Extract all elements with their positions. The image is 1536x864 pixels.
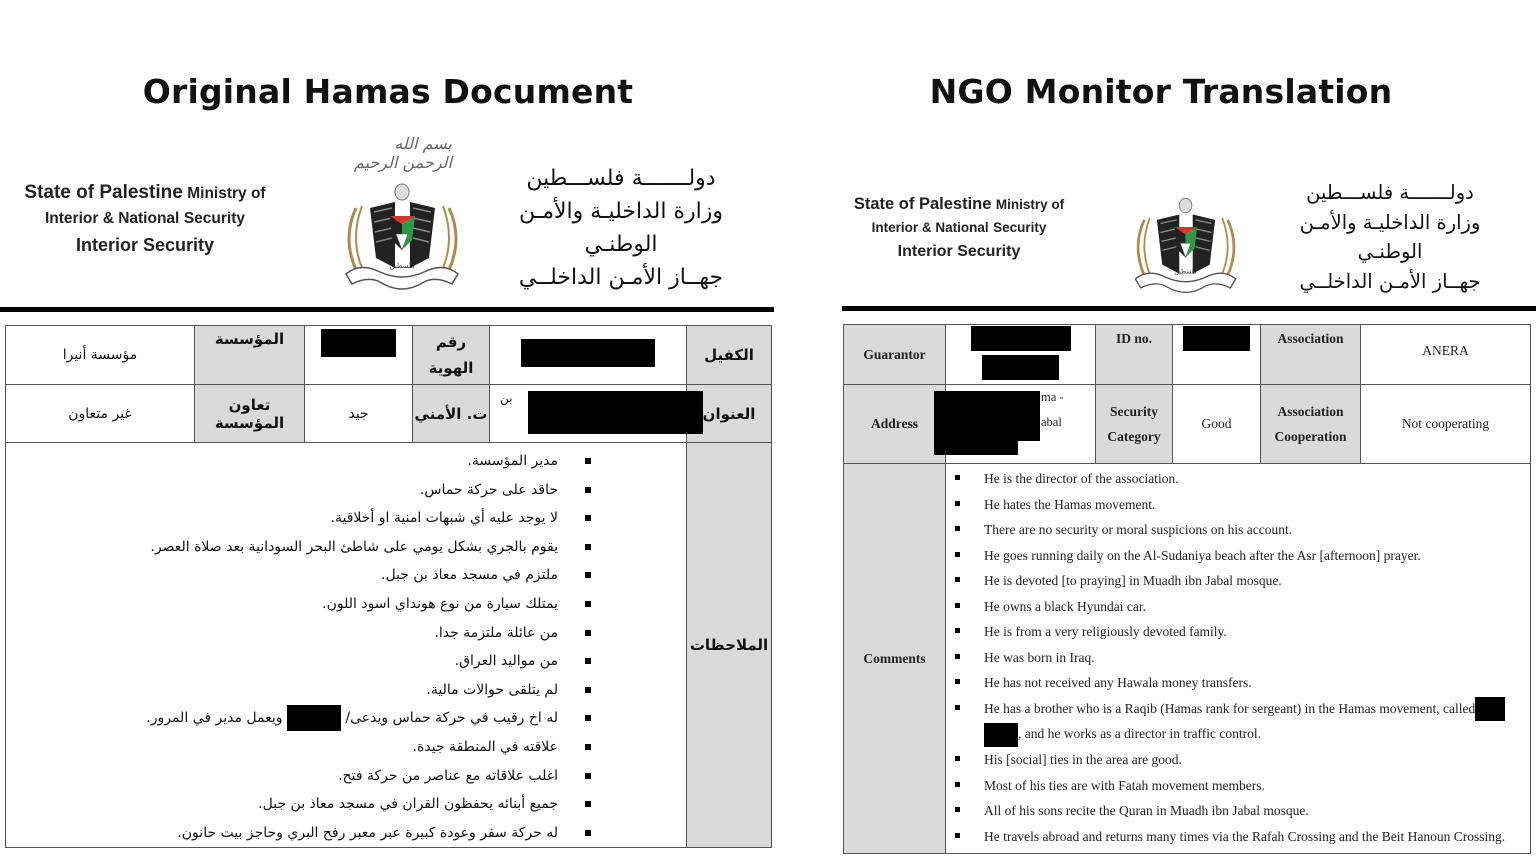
list-item	[946, 696, 1524, 748]
comments-cell	[946, 464, 1531, 854]
list-item	[6, 704, 686, 733]
id-label: ID no.	[1096, 325, 1173, 385]
header-security: Security	[993, 220, 1047, 235]
security-value: جيد	[305, 385, 413, 443]
list-item: ملتزم في مسجد معاذ بن جبل.	[6, 561, 686, 590]
list-item: He travels abroad and returns many times via the Rafah Crossing and the Beit Hanoun Crossing.	[946, 824, 1530, 850]
list-item: له حركة سفر وعودة كبيرة عبر معبر رفح البري وحاجز بيت حانون.	[6, 819, 686, 848]
header-ministry: Ministry of Interior & National	[871, 197, 1065, 235]
cooperation-value: Not cooperating	[1361, 385, 1531, 464]
right-header-divider	[842, 306, 1536, 311]
notes-label: الملاحظات	[687, 443, 772, 848]
emblem-graphic	[1135, 198, 1235, 292]
comments-label: Comments	[844, 464, 946, 854]
table-row	[844, 464, 1531, 854]
palestine-eagle-emblem	[1130, 193, 1242, 305]
id-value-cell	[1173, 325, 1261, 385]
translation-title: NGO Monitor Translation	[929, 72, 1393, 111]
emblem-graphic	[346, 184, 458, 289]
guarantor-value-cell	[946, 325, 1096, 385]
association-value: مؤسسة أنيرا	[6, 326, 195, 385]
list-item: من عائلة ملتزمة جدا.	[6, 619, 686, 648]
list-item: جميع أبنائه يحفظون القران في مسجد معاذ بن جبل.	[6, 790, 686, 819]
header-ar-interior: جهــاز الأمـن الداخلــي	[1299, 269, 1481, 293]
notes-list	[6, 443, 686, 847]
list-item: يقوم بالجري بشكل يومي على شاطئ البحر السودانية بعد صلاة العصر.	[6, 533, 686, 562]
list-item: يمتلك سيارة من نوع هونداي اسود اللون.	[6, 590, 686, 619]
address-value-cell	[946, 385, 1096, 464]
note-text-before: He has a brother who is a Raqib (Hamas rank for sergeant) in the Hamas movement, called	[984, 700, 1476, 716]
redaction-box	[287, 705, 341, 731]
list-item: He is devoted [to praying] in Muadh ibn Jabal mosque.	[946, 568, 1530, 594]
association-label: Association	[1261, 325, 1361, 385]
guarantor-value-cell	[490, 326, 687, 385]
address-visible-text: بن	[500, 391, 513, 405]
address-visible-text: ma -	[1041, 390, 1064, 404]
redaction-box	[971, 326, 1071, 351]
right-header-english	[850, 192, 1068, 265]
basmala: بسم الله الرحمن الرحيم	[353, 134, 452, 172]
list-item: من مواليد العراق.	[6, 647, 686, 676]
svg-text:فلسطين: فلسطين	[389, 262, 415, 270]
address-visible-text: abal	[1041, 415, 1062, 429]
list-item: There are no security or moral suspicions on his account.	[946, 517, 1530, 543]
header-security: Security	[183, 210, 245, 227]
table-row	[844, 325, 1531, 385]
association-label: المؤسسة	[195, 326, 305, 385]
list-item: Most of his ties are with Fatah movement members.	[946, 773, 1530, 799]
left-header-divider	[0, 307, 774, 312]
translation-record-table	[843, 324, 1531, 854]
redaction-box	[1475, 697, 1505, 721]
header-ar-interior: جهــاز الأمـن الداخلــي	[518, 265, 724, 290]
comments-list	[946, 464, 1530, 849]
redaction-box	[1183, 326, 1250, 351]
redaction-box	[984, 723, 1018, 747]
list-item: He was born in Iraq.	[946, 645, 1530, 671]
header-interior-security: Interior Security	[897, 243, 1021, 260]
id-value-cell	[305, 326, 413, 385]
header-ar-national: الوطنـي	[1357, 240, 1423, 263]
redaction-box	[1006, 391, 1040, 441]
cooperation-label	[1261, 385, 1361, 464]
list-item: He is from a very religiously devoted family.	[946, 619, 1530, 645]
table-row	[6, 385, 772, 443]
security-label	[1096, 385, 1173, 464]
header-ar-state: دولـــــــة فلســـطين	[1306, 181, 1474, 204]
cooperation-value: غير متعاون	[6, 385, 195, 443]
security-label-line: Security	[1110, 404, 1158, 419]
table-row	[6, 443, 772, 848]
security-label: ت. الأمني	[413, 385, 490, 443]
list-item: علاقته في المنطقة جيدة.	[6, 733, 686, 762]
header-state: State of Palestine	[24, 182, 183, 203]
original-record-table	[5, 325, 772, 848]
address-value-cell	[490, 385, 687, 443]
svg-text:فلسطين: فلسطين	[1174, 268, 1197, 276]
header-ar-national: الوطنـي	[584, 232, 658, 257]
header-ar-ministry: وزارة الداخليـة والأمـن	[519, 199, 723, 224]
cooperation-label-line: Cooperation	[1274, 429, 1347, 444]
list-item: حاقد على حركة حماس.	[6, 476, 686, 505]
original-document-title: Original Hamas Document	[142, 72, 634, 111]
security-label-line: Category	[1107, 429, 1161, 444]
redaction-box	[528, 391, 703, 434]
right-header-arabic	[1285, 178, 1495, 296]
list-item: He has not received any Hawala money transfers.	[946, 670, 1530, 696]
header-ministry: Ministry of Interior & National	[45, 185, 266, 227]
list-item: He hates the Hamas movement.	[946, 492, 1530, 518]
list-item: اغلب علاقاته مع عناصر من حركة فتح.	[6, 762, 686, 791]
association-value: ANERA	[1361, 325, 1531, 385]
notes-cell	[6, 443, 687, 848]
list-item: He goes running daily on the Al-Sudaniya beach after the Asr [afternoon] prayer.	[946, 543, 1530, 569]
list-item: لا يوجد عليه أي شبهات امنية او أخلاقية.	[6, 504, 686, 533]
header-state: State of Palestine	[853, 195, 992, 213]
note-text-after: , and he works as a director in traffic control.	[1018, 726, 1262, 742]
id-label: رقم الهوية	[413, 326, 490, 385]
address-label: Address	[844, 385, 946, 464]
left-header-arabic	[505, 162, 737, 294]
palestine-eagle-emblem	[340, 178, 465, 303]
header-ar-state: دولـــــــة فلســـطين	[526, 166, 716, 191]
list-item: He is the director of the association.	[946, 466, 1530, 492]
cooperation-label: تعاون المؤسسة	[195, 385, 305, 443]
security-value: Good	[1173, 385, 1261, 464]
header-ar-ministry: وزارة الداخليـة والأمـن	[1299, 210, 1481, 234]
guarantor-label: Guarantor	[844, 325, 946, 385]
left-header-english	[20, 180, 270, 259]
guarantor-label: الكفيل	[687, 326, 772, 385]
list-item: لم يتلقى حوالات مالية.	[6, 676, 686, 705]
address-label: العنوان	[687, 385, 772, 443]
note-text-before: له اخ رقيب في حركة حماس ويدعى/	[345, 710, 558, 727]
note-text-after: ويعمل مدير في المرور.	[146, 710, 283, 727]
table-row	[844, 385, 1531, 464]
list-item: مدير المؤسسة.	[6, 447, 686, 476]
redaction-box	[321, 329, 396, 357]
list-item: All of his sons recite the Quran in Muadh ibn Jabal mosque.	[946, 798, 1530, 824]
header-interior-security: Interior Security	[75, 235, 215, 255]
redaction-box	[982, 355, 1059, 380]
redaction-box	[521, 339, 655, 367]
cooperation-label-line: Association	[1277, 404, 1344, 419]
list-item: He owns a black Hyundai car.	[946, 594, 1530, 620]
table-row	[6, 326, 772, 385]
list-item: His [social] ties in the area are good.	[946, 747, 1530, 773]
